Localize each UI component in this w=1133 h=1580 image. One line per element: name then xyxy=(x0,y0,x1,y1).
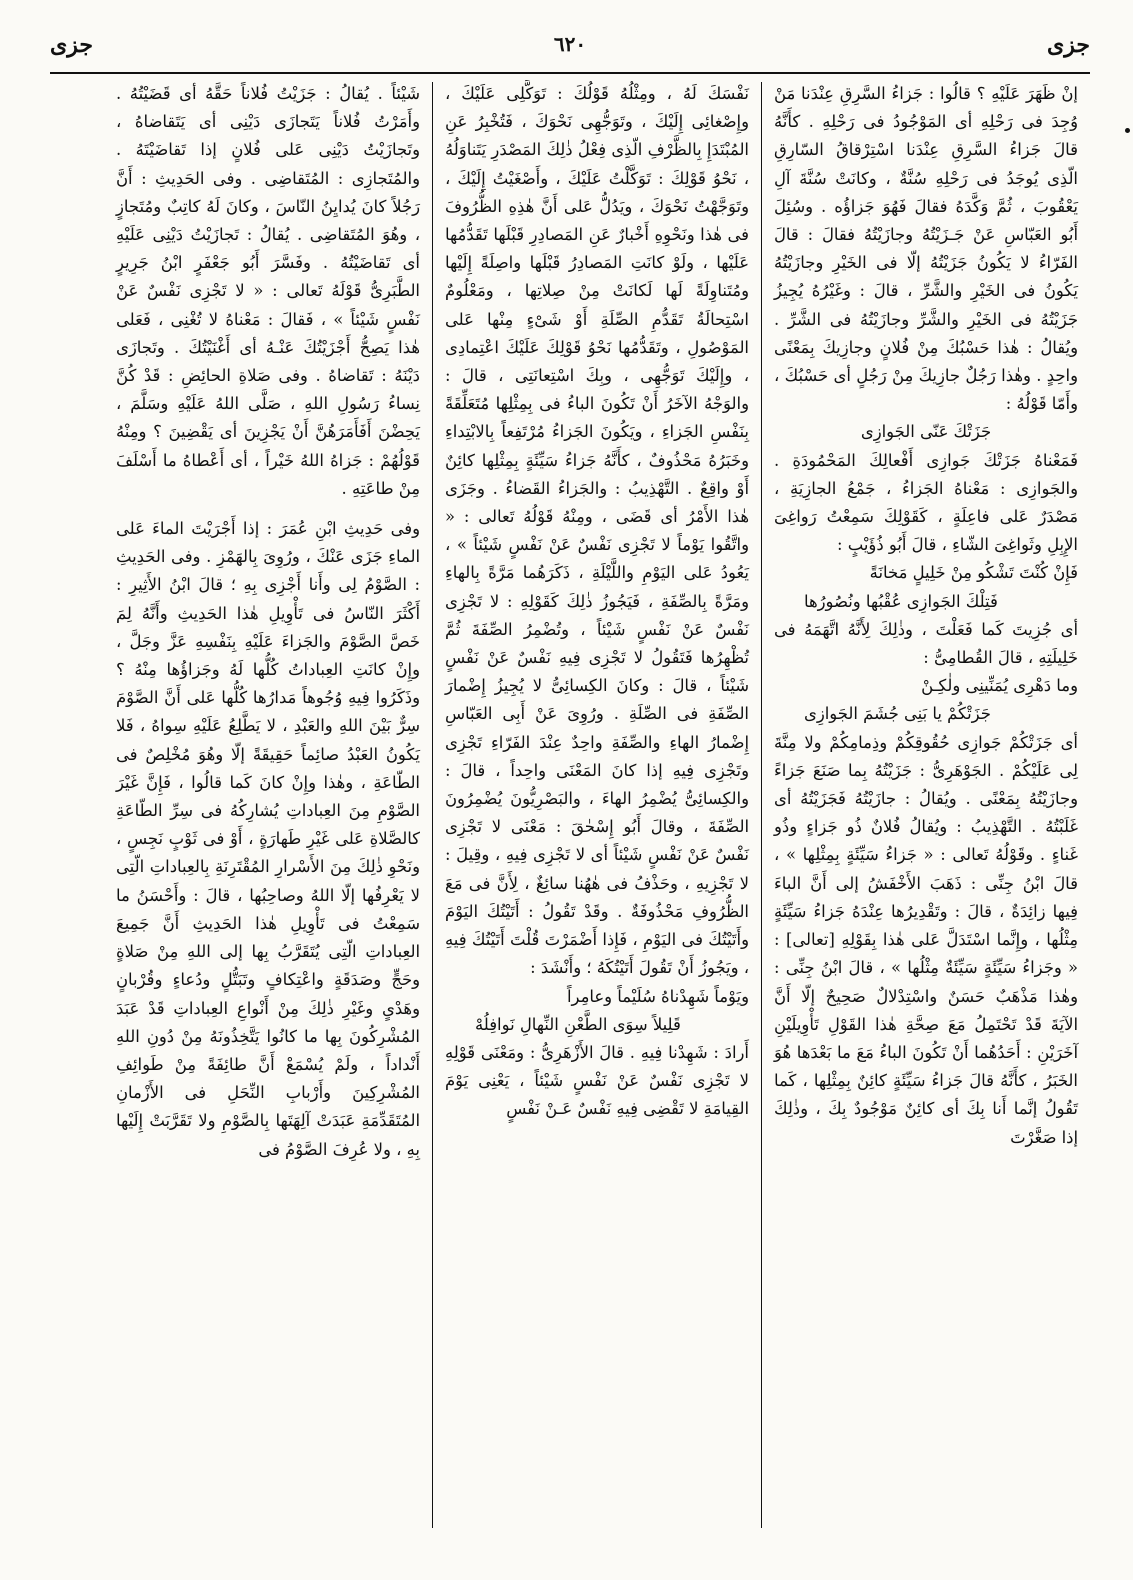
paragraph: أى جُزِيتَ كَما فَعَلْتَ ، وذٰلِكَ لِأَنَّهُ اتَّهَمَهُ فى خَلِيلَتِهِ ، قالَ القُطامِىُّ : xyxy=(774,619,1078,668)
text-columns xyxy=(50,80,1090,1568)
column-middle xyxy=(433,80,761,1568)
header-rule xyxy=(50,72,1090,74)
page-number: ٦٢٠ xyxy=(553,32,587,56)
verse-line: جَزَتْكَ عَنّى الجَوازِى xyxy=(860,422,992,442)
verse-line: وما دَهْرِى يُمَنِّينِى ولٰكِـنْ xyxy=(921,676,1078,696)
column-left xyxy=(104,80,432,1568)
paragraph: إنْ ظَهَرَ عَلَيْهِ ؟ قالُوا : جَزاءُ السَّرِقِ عِنْدَنا مَنْ وُجِدَ فى رَحْلِهِ أى المَوْجُودُ فى رَحْلِهِ . كأَنَّهُ قالَ جَزاءُ السَّرِقِ عِنْدَنا اسْتِرْقاقُ السّارِقِ الّذِى يُوجَدُ فى رَحْلِهِ سُنَّةٌ ، وكانَتْ سُنَّةَ آلِ يَعْقُوبَ ، ثُمَّ وَكَّدَهُ فقالَ فَهُوَ جَزاؤُه . وسُئِلَ أَبُو العَبّاسِ عَنْ جَـزَيْتُهُ وجازَيْتُهُ فقالَ : قالَ الفَرّاءُ لا يَكُونُ جَزَيْتُهُ إلّا فى الخَيْرِ وجازَيْتُهُ يَكُونُ فى الخَيْرِ والشَّرِّ ، قالَ : وغَيْرُهُ يُجِيزُ جَزَيْتُهُ فى الخَيْرِ والشَّرِّ وجازَيْتُهُ فى الشَّرِّ . ويُقالُ : هٰذا حَسْبُكَ مِنْ فُلانٍ وجازِيكَ بِمَعْنًى واحِدٍ . وهٰذا رَجُلٌ جازِيكَ مِنْ رَجُلٍ أى حَسْبُكَ ، وأَمّا قَوْلُهُ : xyxy=(774,84,1078,414)
column-right xyxy=(762,80,1090,1568)
paragraph: نَفْسَكَ لَهُ ، ومِثْلُهُ قَوْلُكَ : تَوَكَّلِى عَلَيْكَ ، وإِصْغائِى إِلَيْكَ ، وتَوَجُّهِى نَحْوَكَ ، فَتُخْبِرُ عَنِ المُبْتَدَإِ بِالظَّرْفِ الّذِى فِعْلُ ذٰلِكَ المَصْدَرِ يَتَناوَلُهُ ، نَحْوُ قَوْلِكَ : تَوَكَّلْتُ عَلَيْكَ ، وأَصْغَيْتُ إِلَيْكَ ، وتَوَجَّهْتُ نَحْوَكَ ، ويَدُلُّ عَلى أَنَّ هٰذِهِ الظُّرُوفَ فى هٰذا ونَحْوِهِ أَخْبارٌ عَنِ المَصادِرِ قَبْلَها تَقَدُّمُها عَلَيْها ، ولَوْ كانَتِ المَصادِرُ قَبْلَها واصِلَةً إِلَيْها ومُتَناوِلَةً لَها لَكانَتْ مِنْ صِلاتِها ، ومَعْلُومٌ اسْتِحالَةُ تَقَدُّمِ الصِّلَةِ أَوْ شَىْءٍ مِنْها عَلى المَوْصُولِ ، وتَقَدُّمُها نَحْوُ قَوْلِكَ عَلَيْكَ اعْتِمادِى ، وإِلَيْكَ تَوَجُّهِى ، وبِكَ اسْتِعانَتِى ، قالَ : والوَجْهُ الآخَرُ أَنْ تَكُونَ الباءُ فى بِمِثْلِها مُتَعَلِّقَةً بِنَفْسِ الجَزاءِ ، ويَكُونَ الجَزاءُ مُرْتَفِعاً بِالابْتِداءِ وخَبَرُهُ مَحْذُوفٌ ، كأَنَّهُ جَزاءُ سَيِّئَةٍ بِمِثْلِها كائِنٌ أَوْ واقِعٌ . التَّهْذِيبُ : والجَزاءُ القَضاءُ . وجَزَى هٰذا الأَمْرُ أى قَضَى ، ومِنْهُ قَوْلُهُ تَعالى : « واتَّقُوا يَوْماً لا تَجْزِى نَفْسٌ عَنْ نَفْسٍ شَيْئاً » ، يَعُودُ عَلى اليَوْمِ واللَّيْلَةِ ، ذَكَرَهُما مَرَّةً بِالهاءِ ومَرَّةً بِالصِّفَةِ ، فَيَجُوزُ ذٰلِكَ كَقَوْلِهِ : لا تَجْزِى نَفْسٌ عَنْ نَفْسٍ شَيْئاً ، وتُضْمِرُ الصِّفَةَ ثُمَّ تُظْهِرُها فَتَقُولُ لا تَجْزِى فِيهِ نَفْسٌ عَنْ نَفْسٍ شَيْئاً ، قالَ : وكانَ الكِسائِىُّ لا يُجِيزُ إِضْمارَ الصِّفَةِ فى الصِّلَةِ . ورُوِىَ عَنْ أَبِى العَبّاسِ إِضْمارُ الهاءِ والصِّفَةِ واحِدٌ عِنْدَ الفَرّاءِ تَجْزِى وتَجْزِى فِيهِ إذا كانَ المَعْنَى واحِداً ، قالَ : والكِسائِىُّ يُضْمِرُ الهاءَ ، والبَصْرِيُّونَ يُضْمِرُونَ الصِّفَةَ ، وقالَ أَبُو إِسْحٰقَ : مَعْنَى لا تَجْزِى نَفْسٌ عَنْ نَفْسٍ شَيْئاً أى لا تَجْزِى فِيهِ ، وقِيلَ : لا تَجْزِيهِ ، وحَذْفُ فى هٰهُنا سائِغٌ ، لِأَنَّ فى مَعَ الظُّرُوفِ مَحْذُوفَةٌ . وقَدْ تَقُولُ : أَتَيْتُكَ اليَوْمَ وأَتَيْتُكَ فى اليَوْمِ ، فَإِذا أَضْمَرْتَ قُلْتَ أَتَيْتُكَ فِيهِ ، ويَجُوزُ أَنْ تَقُولَ أَتَيْتُكَهُ ؛ وأَنْشَدَ : xyxy=(445,84,749,978)
verse-line: فَتِلْكَ الجَوازِى عُقْبُها ونُصُورُها xyxy=(804,591,998,611)
column-divider xyxy=(761,82,762,1528)
paragraph: وفى حَدِيثِ ابْنِ عُمَرَ : إذا أَجْرَيْتَ الماءَ عَلى الماءِ جَزَى عَنْكَ ، ورُوِىَ بِالهَمْزِ . وفى الحَدِيثِ : الصَّوْمُ لِى وأَنا أَجْزِى بِهِ ؛ قالَ ابْنُ الأَثِيرِ : أَكْثَرَ النّاسُ فى تَأْوِيلِ هٰذا الحَدِيثِ وأَنَّهُ لِمَ خَصَّ الصَّوْمَ والجَزاءَ عَلَيْهِ بِنَفْسِهِ عَزَّ وجَلَّ ، وإِنْ كانَتِ العِباداتُ كُلُّها لَهُ وجَزاؤُها مِنْهُ ؟ وذَكَرُوا فِيهِ وُجُوهاً مَدارُها كُلُّها عَلى أَنَّ الصَّوْمَ سِرٌّ بَيْنَ اللهِ والعَبْدِ ، لا يَطَّلِعُ عَلَيْهِ سِواهُ ، فَلا يَكُونُ العَبْدُ صائِماً حَقِيقَةً إلّا وهُوَ مُخْلِصٌ فى الطّاعَةِ ، وهٰذا وإِنْ كانَ كَما قالُوا ، فَإِنَّ غَيْرَ الصَّوْمِ مِنَ العِباداتِ يُشارِكُهُ فى سِرِّ الطّاعَةِ كالصَّلاةِ عَلى غَيْرِ طَهارَةٍ ، أَوْ فى ثَوْبٍ نَجِسٍ ، ونَحْوِ ذٰلِكَ مِنَ الأَسْرارِ المُقْتَرِنَةِ بِالعِباداتِ الّتِى لا يَعْرِفُها إلّا اللهُ وصاحِبُها ، قالَ : وأَحْسَنُ ما سَمِعْتُ فى تَأْوِيلِ هٰذا الحَدِيثِ أَنَّ جَمِيعَ العِباداتِ الّتِى يُتَقَرَّبُ بِها إلى اللهِ مِنْ صَلاةٍ وحَجٍّ وصَدَقَةٍ واعْتِكافٍ وتَبَتُّلٍ ودُعاءٍ وقُرْبانٍ وهَدْىٍ وغَيْرِ ذٰلِكَ مِنْ أَنْواعِ العِباداتِ قَدْ عَبَدَ المُشْرِكُونَ بِها ما كانُوا يَتَّخِذُونَهُ مِنْ دُونِ اللهِ أَنْداداً ، ولَمْ يُسْمَعْ أَنَّ طائِفَةً مِنْ طَوائِفِ المُشْرِكِينَ وأَرْبابِ النِّحَلِ فى الأَزْمانِ المُتَقَدِّمَةِ عَبَدَتْ آلِهَتَها بِالصَّوْمِ ولا تَقَرَّبَتْ إِلَيْها بِهِ ، ولا عُرِفَ الصَّوْمُ فى xyxy=(116,519,420,1159)
paragraph: أى جَزَتْكُمْ جَوازِى حُقُوقِكُمْ وذِمامِكُمْ ولا مِنَّةَ لِى عَلَيْكُمْ . الجَوْهَرِىُّ : جَزَيْتُهُ بِما صَنَعَ جَزاءً وجازَيْتُهُ بِمَعْنًى . ويُقالُ : جازَيْتُهُ فَجَزَيْتُهُ أى غَلَبْتُهُ . التَّهْذِيبُ : ويُقالُ فُلانٌ ذُو جَزاءٍ وذُو غَناءٍ . وقَوْلُهُ تَعالى : « جَزاءُ سَيِّئَةٍ بِمِثْلِها » ، قالَ ابْنُ جِنِّى : ذَهَبَ الأَخْفَشُ إلى أَنَّ الباءَ فِيها زائِدَةٌ ، قالَ : وتَقْدِيرُها عِنْدَهُ جَزاءُ سَيِّئَةٍ مِثْلُها ، وإِنَّما اسْتَدَلَّ عَلى هٰذا بِقَوْلِهِ [تعالى] : « وجَزاءُ سَيِّئَةٍ سَيِّئَةٌ مِثْلُها » ، قالَ ابْنُ جِنِّى : وهٰذا مَذْهَبٌ حَسَنٌ واسْتِدْلالٌ صَحِيحٌ إلّا أَنَّ الآيَةَ قَدْ تَحْتَمِلُ مَعَ صِحَّةِ هٰذا القَوْلِ تَأْوِيلَيْنِ آخَرَيْنِ : أَحَدُهُما أَنْ تَكُونَ الباءُ مَعَ ما بَعْدَها هُوَ الخَبَرُ ، كأَنَّهُ قالَ جَزاءُ سَيِّئَةٍ كائِنٌ بِمِثْلِها ، كَما تَقُولُ إنَّما أَنا بِكَ أى كائِنٌ مَوْجُودٌ بِكَ ، وذٰلِكَ إذا صَغَّرْتَ xyxy=(774,732,1078,1147)
dictionary-page xyxy=(50,18,1090,1568)
verse-line: ويَوْماً شَهِدْناهُ سُلَيْماً وعامِراً xyxy=(566,986,749,1006)
paragraph: شَيْئاً . يُقالُ : جَزَيْتُ فُلاناً حَقَّهُ أى قَضَيْتُهُ . وأَمَرْتُ فُلاناً يَتَجازَى دَيْنِى أى يَتَقاضاهُ ، وتَجازَيْتُ دَيْنِى عَلى فُلانٍ إذا تَقاضَيْتَهُ . والمُتَجازِى : المُتَقاضِى . وفى الحَدِيثِ : أَنَّ رَجُلاً كانَ يُدايِنُ النّاسَ ، وكانَ لَهُ كاتِبٌ ومُتَجازٍ ، وهُوَ المُتَقاضِى . يُقالُ : تَجازَيْتُ دَيْنِى عَلَيْهِ أى تَقاضَيْتُهُ . وفَسَّرَ أَبُو جَعْفَرٍ ابْنُ جَرِيرٍ الطَّبَرِىُّ قَوْلَهُ تَعالى : « لا تَجْزِى نَفْسٌ عَنْ نَفْسٍ شَيْئاً » ، فَقالَ : مَعْناهُ لا تُغْنِى ، فَعَلى هٰذا يَصِحُّ أَجْزَيْتُكَ عَنْـهُ أى أَغْنَيْتُكَ . وتَجازَى دَيْنَهُ : تَقاضاهُ . وفى صَلاةِ الحائِضِ : قَدْ كُنَّ نِساءُ رَسُولِ اللهِ ، صَلَّى اللهُ عَلَيْهِ وسَلَّمَ ، يَحِضْنَ أَفَأَمَرَهُنَّ أَنْ يَجْزِينَ أى يَقْضِينَ ؟ ومِنْهُ قَوْلُهُمْ : جَزاهُ اللهُ خَيْراً ، أى أَعْطاهُ ما أَسْلَفَ مِنْ طاعَتِهِ . xyxy=(116,84,420,498)
verse-line: جَزَتْكُمْ يا بَنِى جُشَمَ الجَوازِى xyxy=(804,704,991,724)
column-divider xyxy=(432,82,433,1528)
verse-line: فَإِنْ كُنْتَ تَشْكُو مِنْ خَلِيلٍ مَخانَةً xyxy=(869,563,1078,583)
header-root-word-right: جزى xyxy=(1047,32,1090,58)
paragraph: أَرادَ : شَهِدْنا فِيهِ . قالَ الأَزْهَرِىُّ : ومَعْنَى قَوْلِهِ لا تَجْزِى نَفْسٌ عَنْ نَفْسٍ شَيْئاً ، يَعْنِى يَوْمَ القِيامَةِ لا تَقْضِى فِيهِ نَفْسٌ عَـنْ نَفْسٍ xyxy=(445,1042,749,1119)
page-header xyxy=(50,18,1090,62)
header-root-word-left: جزى xyxy=(50,32,93,58)
paragraph: فَمَعْناهُ جَزَتْكَ جَوازِى أَفْعالِكَ المَحْمُودَةِ . والجَوازِى : مَعْناهُ الجَزاءُ ، جَمْعُ الجازِيَةِ ، مَصْدَرٌ عَلى فاعِلَةٍ ، كَقَوْلِكَ سَمِعْتُ رَواغِىَ الإِبِلِ وثَواغِىَ الشّاءِ ، قالَ أَبُو ذُؤَيْبٍ : xyxy=(774,450,1078,555)
verse-line: قَلِيلاً سِوَى الطَّعْنِ النِّهالِ نَوافِلُهْ xyxy=(475,1014,681,1034)
margin-dot xyxy=(1125,128,1130,133)
